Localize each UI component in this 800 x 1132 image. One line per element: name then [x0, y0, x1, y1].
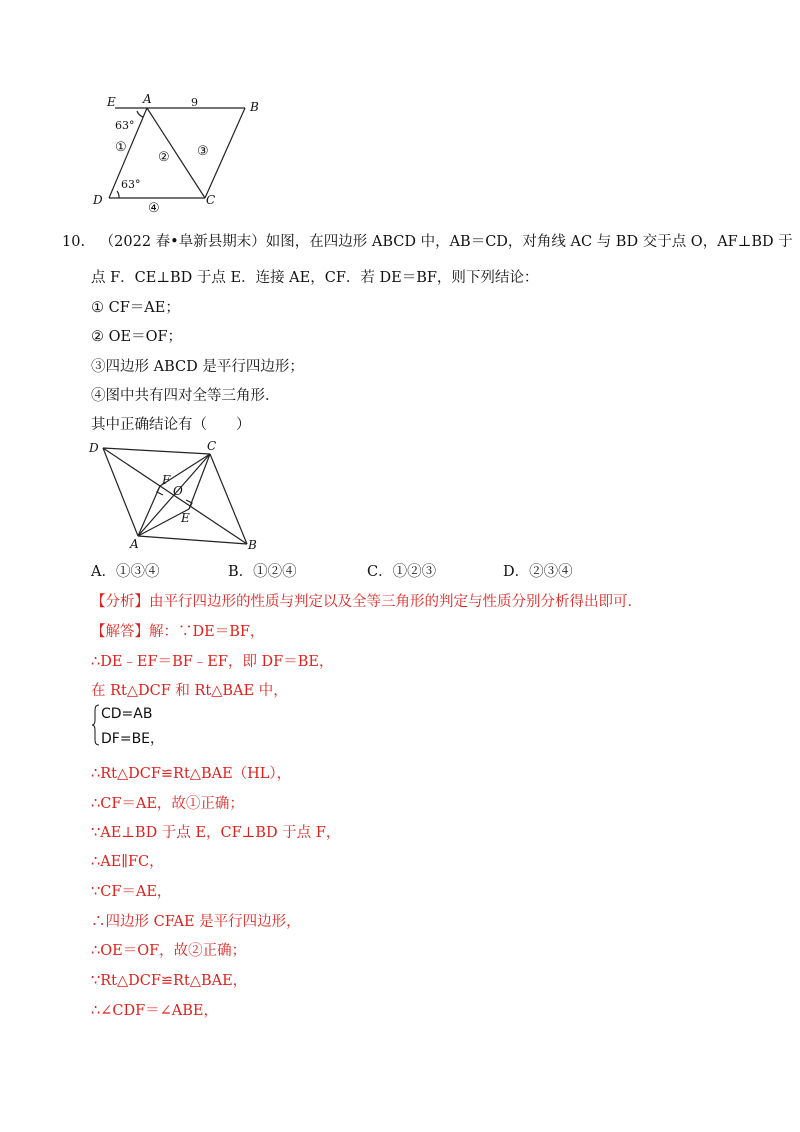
solution-analysis: 【分析】由平行四边形的性质与判定以及全等三角形的判定与性质分别分析得出即可．	[91, 594, 642, 610]
label-a: A	[130, 537, 139, 551]
label-a: A	[143, 92, 152, 106]
angle-arc-a	[137, 111, 143, 117]
option-b[interactable]: B．①②④	[228, 564, 297, 580]
left-brace-icon	[91, 704, 101, 746]
label-c: C	[207, 439, 217, 453]
solution-step-11: ∴∠CDF＝∠ABE，	[91, 1003, 219, 1019]
label-region-2: ②	[158, 150, 170, 165]
label-o: O	[173, 484, 183, 498]
option-a[interactable]: A．①③④	[91, 564, 160, 580]
question-prompt: 其中正确结论有（ ）	[91, 417, 251, 433]
option-d[interactable]: D．②③④	[503, 564, 573, 580]
solution-step-2: 在 Rt△DCF 和 Rt△BAE 中，	[91, 683, 288, 699]
label-angle-bottom: 63°	[121, 178, 141, 191]
label-b: B	[250, 100, 259, 114]
label-d: D	[89, 441, 99, 455]
angle-arc-d	[117, 191, 119, 198]
figure-quadrilateral-abcd	[85, 438, 270, 553]
segment-cb	[210, 454, 247, 544]
label-f: F	[162, 473, 171, 487]
conclusion-3: ③四边形 ABCD 是平行四边形；	[91, 359, 304, 375]
segment-ce	[189, 454, 210, 509]
label-b: B	[248, 538, 257, 552]
figure-parallelogram-triangles	[85, 88, 275, 213]
solution-step-6: ∴AE∥FC，	[91, 854, 164, 870]
solution-step-10: ∵Rt△DCF≌Rt△BAE，	[91, 973, 248, 989]
label-d: D	[93, 193, 103, 207]
label-region-1: ①	[115, 140, 127, 155]
solution-step-9: ∴OE＝OF，故②正确；	[91, 943, 247, 959]
question-stem-2: 点 F．CE⊥BD 于点 E．连接 AE，CF．若 DE＝BF，则下列结论：	[91, 270, 539, 286]
system-row-1: CD=AB	[101, 706, 153, 722]
segment-af	[138, 486, 160, 536]
system-row-2-eq: DF=BE	[101, 731, 151, 747]
label-region-3: ③	[197, 144, 209, 159]
segment-bc	[205, 108, 245, 198]
conclusion-4: ④图中共有四对全等三角形．	[91, 388, 280, 404]
answer-options	[91, 560, 691, 582]
solution-step-1: ∴DE﹣EF＝BF﹣EF，即 DF＝BE，	[91, 654, 334, 670]
question-stem-1: （2022 春•阜新县期末）如图，在四边形 ABCD 中，AB＝CD，对角线 AC 与 BD 交于点 O，AF⊥BD 于	[99, 234, 793, 250]
question-number: 10.	[62, 234, 86, 250]
solution-step-5: ∵AE⊥BD 于点 E，CF⊥BD 于点 F，	[91, 825, 341, 841]
conclusion-2: ② OE＝OF；	[91, 329, 183, 345]
system-row-2-end: ，	[150, 731, 165, 747]
question-line-1	[62, 232, 793, 252]
system-row-2	[101, 728, 164, 748]
conclusion-1: ① CF＝AE；	[91, 300, 180, 316]
solution-step-3: ∴Rt△DCF≌Rt△BAE（HL），	[91, 766, 292, 782]
solution-step-7: ∵CF＝AE，	[91, 884, 172, 900]
solution-step-4: ∴CF＝AE，故①正确；	[91, 796, 244, 812]
solution-step-8: ∴四边形 CFAE 是平行四边形，	[91, 914, 301, 930]
segment-ad	[103, 448, 138, 536]
segment-dc	[103, 448, 210, 454]
segment-ba	[138, 536, 247, 544]
option-c[interactable]: C．①②③	[367, 564, 437, 580]
label-region-4: ④	[148, 201, 160, 213]
label-e: E	[107, 95, 116, 109]
label-top-9: 9	[191, 96, 198, 109]
label-angle-top: 63°	[115, 119, 135, 132]
label-c: C	[206, 193, 216, 207]
solution-answer-start: 【解答】解：∵DE＝BF，	[91, 624, 265, 640]
label-e: E	[181, 511, 190, 525]
